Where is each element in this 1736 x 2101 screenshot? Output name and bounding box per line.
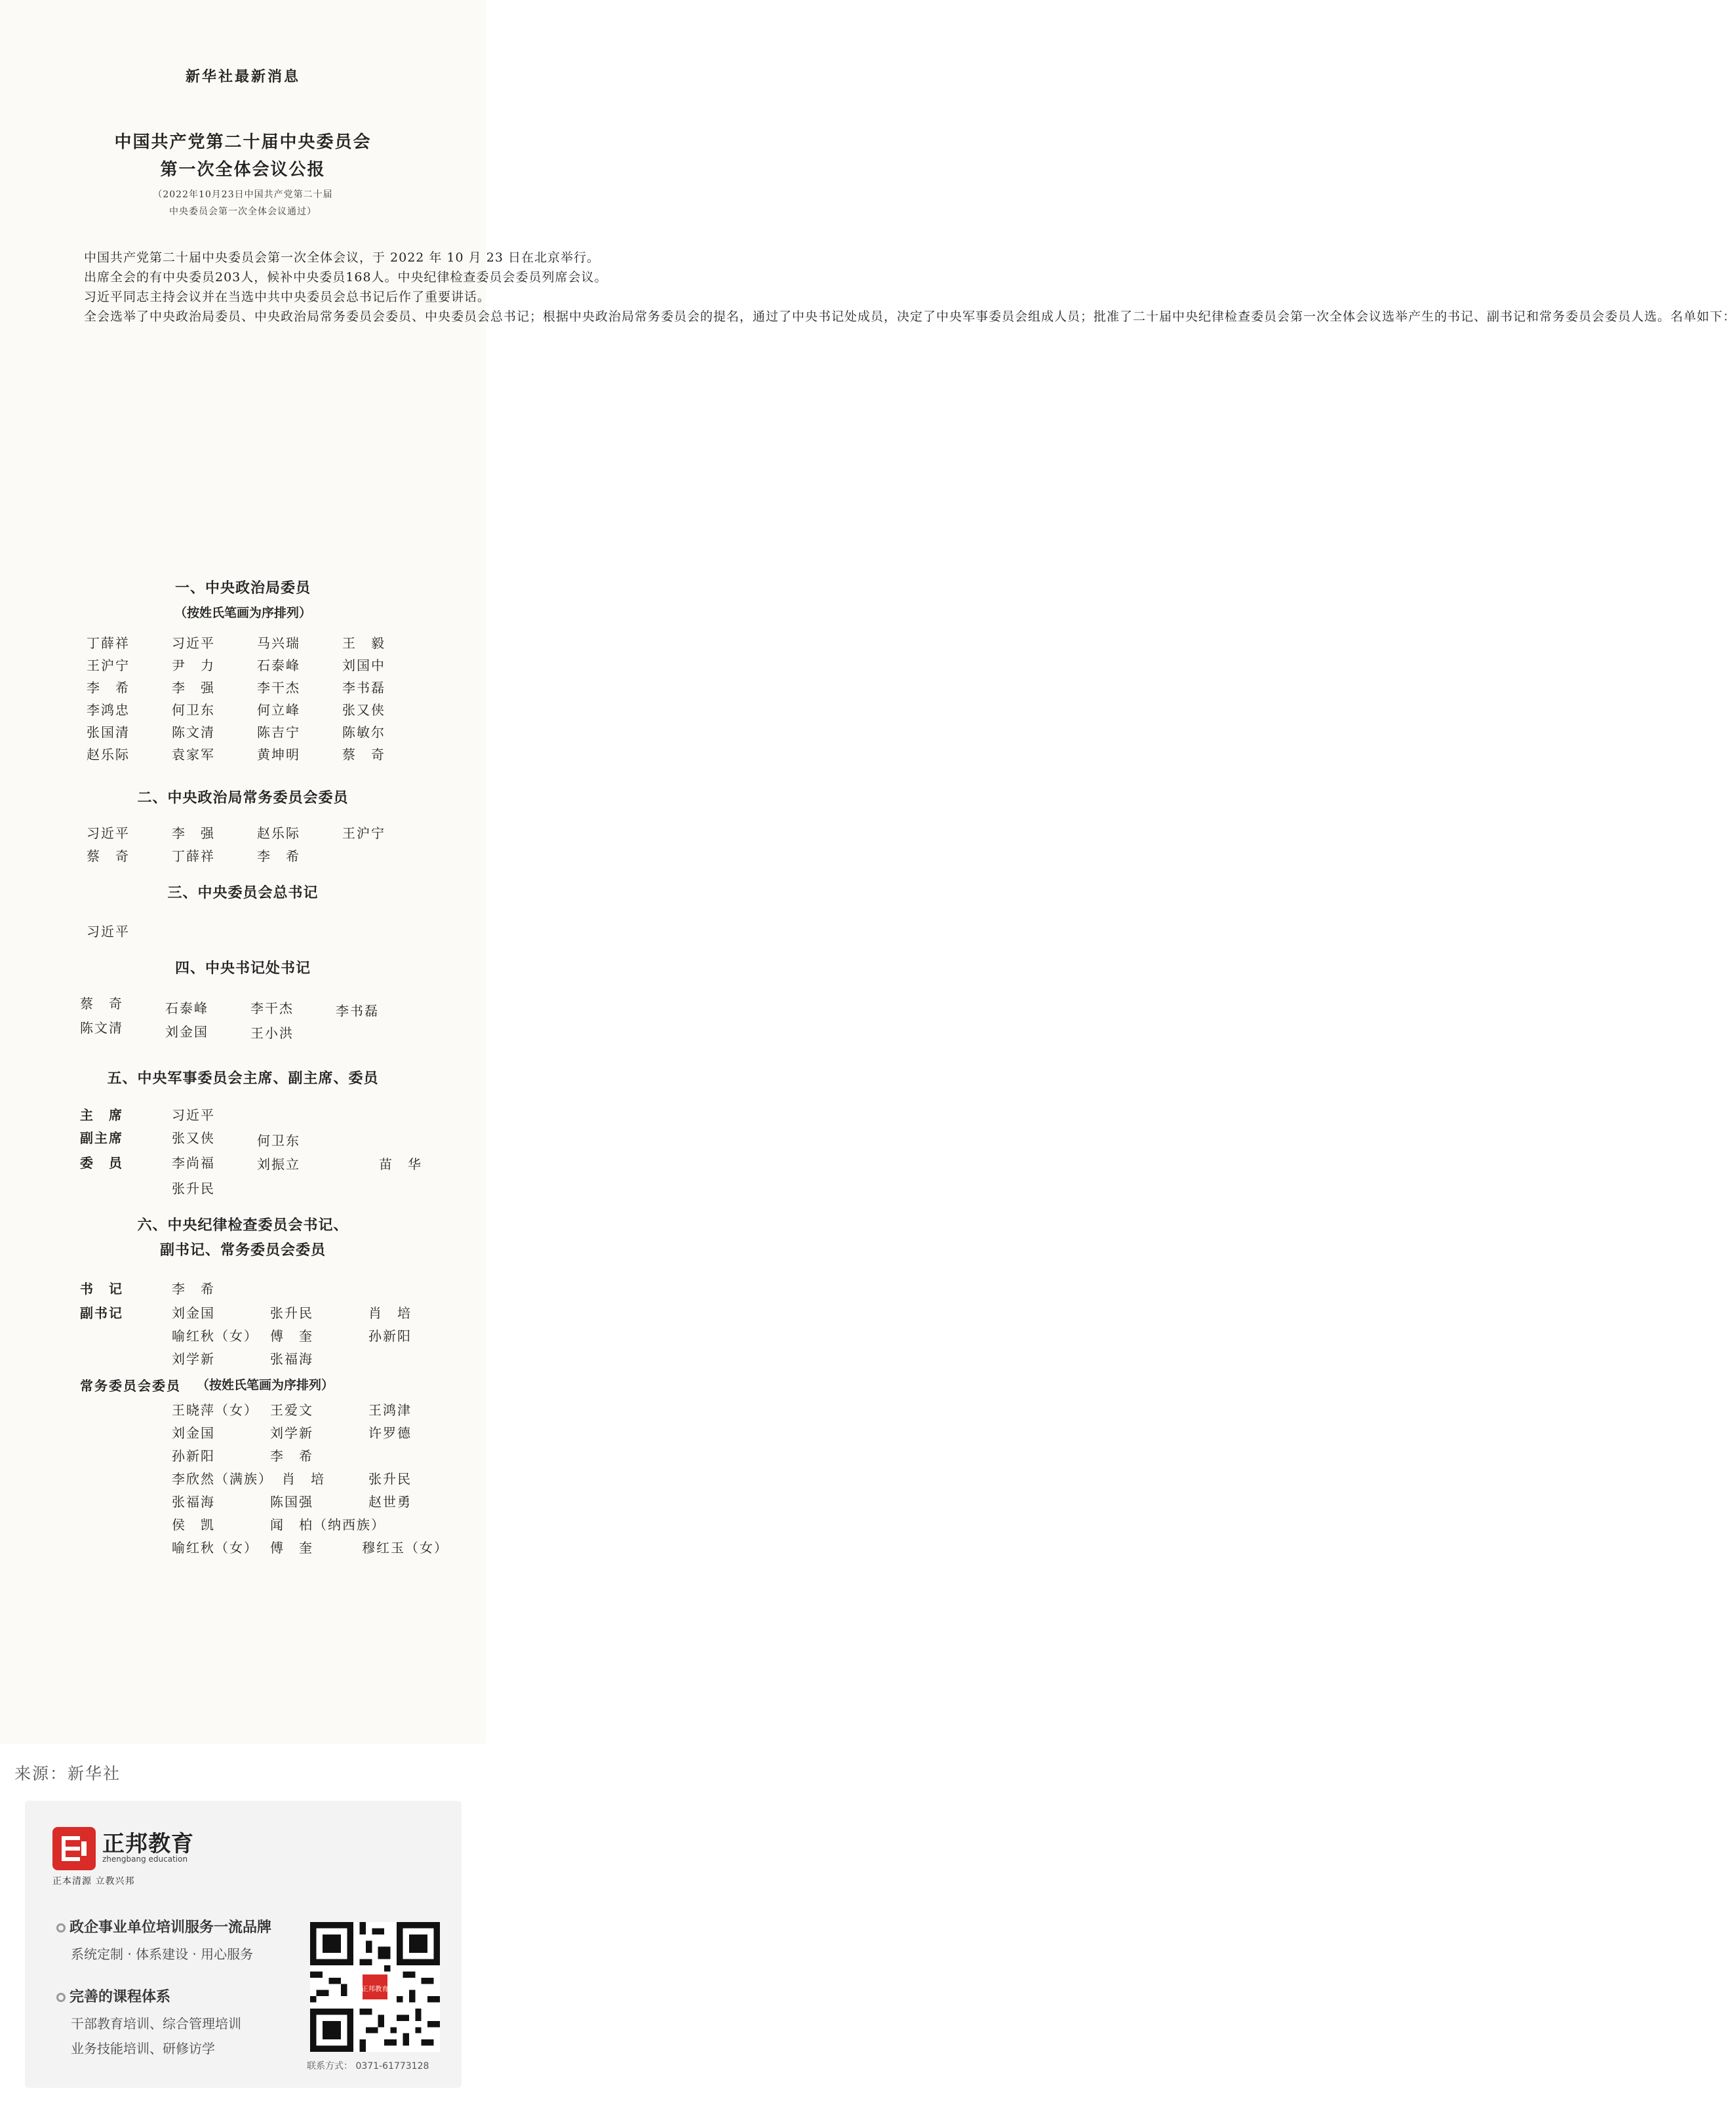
section-title-general-secretary: 三、中央委员会总书记 (167, 884, 319, 901)
member-name: 习近平 (87, 924, 130, 939)
member-name: 王爱文 (270, 1402, 313, 1418)
member-name: 张又侠 (342, 702, 385, 718)
section-title-secretariat: 四、中央书记处书记 (174, 960, 311, 977)
member-name: 李 希 (87, 680, 130, 696)
member-name: 李鸿忠 (87, 702, 130, 718)
ad-heading-1: 政企事业单位培训服务一流品牌 (56, 1916, 271, 1936)
contact-info: 联系方式： 0371-61773128 (307, 2061, 429, 2072)
ad-heading-2: 完善的课程体系 (56, 1986, 170, 2006)
member-name: 张升民 (368, 1471, 412, 1487)
member-name: 李欣然（满族） (172, 1471, 273, 1487)
member-name: 孙新阳 (172, 1448, 215, 1464)
member-name: 刘金国 (172, 1305, 215, 1321)
member-name: 陈文清 (172, 724, 215, 740)
source-credit: 来源：新华社 (14, 1764, 121, 1783)
member-name: 石泰峰 (165, 1000, 208, 1016)
member-name: 王沪宁 (342, 825, 385, 841)
bullet-circle-icon (56, 1923, 66, 1933)
member-name: 赵乐际 (257, 825, 300, 841)
member-name: 张福海 (270, 1351, 313, 1367)
member-name: 刘国中 (342, 658, 385, 673)
qr-code[interactable] (310, 1922, 440, 2052)
communique-title-line2: 第一次全体会议公报 (160, 160, 326, 180)
member-name: 蔡 奇 (87, 848, 130, 864)
role-label: 副主席 (80, 1130, 123, 1146)
member-name: 陈国强 (270, 1494, 313, 1510)
member-name: 张又侠 (172, 1130, 215, 1146)
brand-name-english: zhengbang education (102, 1855, 188, 1864)
member-name: 赵世勇 (368, 1494, 412, 1510)
member-name: 喻红秋（女） (172, 1328, 258, 1344)
news-kicker: 新华社最新消息 (185, 68, 300, 85)
member-name: 袁家军 (172, 747, 215, 762)
member-name: 张国清 (87, 724, 130, 740)
communique-title-line1: 中国共产党第二十届中央委员会 (114, 132, 372, 152)
paragraph: 习近平同志主持会议并在当选中共中央委员会总书记后作了重要讲话。 (84, 290, 491, 304)
role-label: 主 席 (80, 1107, 123, 1123)
brand-name: 正邦教育 (102, 1831, 194, 1857)
member-name: 李书磊 (342, 680, 385, 696)
adoption-note-line2: 中央委员会第一次全体会议通过） (169, 206, 317, 217)
member-name: 何卫东 (172, 702, 215, 718)
paragraph: 全会选举了中央政治局委员、中央政治局常务委员会委员、中央委员会总书记；根据中央政治局常务委员会的提名，通过了中央书记处成员，决定了中央军事委员会组成人员；批准了二十届中央纪律检查委员会第一次全体会议选举产生的书记、副书记和常务委员会委员人选。名单如下： (84, 309, 1736, 324)
member-name: 傅 奎 (270, 1328, 313, 1344)
member-name: 刘振立 (257, 1156, 300, 1172)
member-name: 王晓萍（女） (172, 1402, 258, 1418)
member-name: 王小洪 (250, 1025, 294, 1041)
bullet-circle-icon (56, 1993, 66, 2002)
role-label: 副书记 (80, 1305, 123, 1321)
member-name: 李 希 (172, 1281, 215, 1297)
section-title-politburo: 一、中央政治局委员 (174, 579, 311, 597)
role-label: 书 记 (80, 1281, 123, 1297)
role-label: 常务委员会委员 (80, 1378, 181, 1394)
member-name: 尹 力 (172, 658, 215, 673)
ad-text-1: 系统定制 · 体系建设 · 用心服务 (71, 1946, 254, 1962)
member-name: 喻红秋（女） (172, 1540, 258, 1556)
member-name: 蔡 奇 (80, 996, 123, 1011)
member-name: 李干杰 (250, 1000, 294, 1016)
member-name: 赵乐际 (87, 747, 130, 762)
member-name: 苗 华 (379, 1156, 422, 1172)
member-name: 傅 奎 (270, 1540, 313, 1556)
member-name: 李书磊 (336, 1003, 379, 1019)
member-name: 李 强 (172, 825, 215, 841)
section-title-military-commission: 五、中央军事委员会主席、副主席、委员 (107, 1070, 379, 1087)
brand-logo-icon (52, 1827, 96, 1870)
member-name: 丁薛祥 (87, 635, 130, 651)
member-name: 王鸿津 (368, 1402, 412, 1418)
member-name: 习近平 (87, 825, 130, 841)
member-name: 刘金国 (165, 1024, 208, 1040)
member-name: 闻 柏（纳西族） (270, 1517, 385, 1533)
member-name: 李 希 (270, 1448, 313, 1464)
member-name: 李 强 (172, 680, 215, 696)
body-text (59, 248, 1736, 326)
paragraph: 中国共产党第二十届中央委员会第一次全体会议，于 2022 年 10 月 23 日在北京举行。 (84, 250, 600, 265)
member-name: 许罗德 (368, 1425, 412, 1441)
member-name: 张福海 (172, 1494, 215, 1510)
member-name: 李 希 (257, 848, 300, 864)
member-name: 马兴瑞 (257, 635, 300, 651)
section-title-discipline-commission: 六、中央纪律检查委员会书记、 (137, 1217, 349, 1234)
ad-text-2a: 干部教育培训、综合管理培训 (71, 2016, 241, 2032)
member-name: 刘学新 (172, 1351, 215, 1367)
member-name: 陈吉宁 (257, 724, 300, 740)
member-name: 侯 凯 (172, 1517, 215, 1533)
member-name: 张升民 (172, 1181, 215, 1196)
section-title-standing-committee: 二、中央政治局常务委员会委员 (137, 789, 349, 806)
member-name: 石泰峰 (257, 658, 300, 673)
section-note: （按姓氏笔画为序排列） (174, 606, 311, 620)
member-name: 穆红玉（女） (362, 1540, 448, 1556)
role-label: 委 员 (80, 1155, 123, 1171)
member-name: 张升民 (270, 1305, 313, 1321)
member-name: 李尚福 (172, 1155, 215, 1171)
section-title-discipline-commission-line2: 副书记、常务委员会委员 (159, 1242, 326, 1259)
member-name: 王沪宁 (87, 658, 130, 673)
member-name: 蔡 奇 (342, 747, 385, 762)
adoption-note-line1: （2022年10月23日中国共产党第二十届 (153, 189, 333, 200)
member-name: 李干杰 (257, 680, 300, 696)
section-note: （按姓氏笔画为序排列） (197, 1378, 334, 1392)
member-name: 陈敏尔 (342, 724, 385, 740)
member-name: 丁薛祥 (172, 848, 215, 864)
member-name: 习近平 (172, 635, 215, 651)
member-name: 王 毅 (342, 635, 385, 651)
member-name: 陈文清 (80, 1020, 123, 1036)
member-name: 黄坤明 (257, 747, 300, 762)
member-name: 刘学新 (270, 1425, 313, 1441)
member-name: 刘金国 (172, 1425, 215, 1441)
ad-text-2b: 业务技能培训、研修访学 (71, 2041, 215, 2056)
member-name: 肖 培 (282, 1471, 325, 1487)
brand-slogan: 正本清源 立教兴邦 (52, 1876, 135, 1887)
paragraph: 出席全会的有中央委员203人，候补中央委员168人。中央纪律检查委员会委员列席会议。 (84, 270, 608, 285)
advertisement-banner[interactable] (25, 1801, 462, 2088)
qr-logo-text: 正邦教育 (361, 1985, 389, 1993)
member-name: 肖 培 (368, 1305, 412, 1321)
member-name: 何立峰 (257, 702, 300, 718)
member-name: 孙新阳 (368, 1328, 412, 1344)
member-name: 何卫东 (257, 1133, 300, 1149)
member-name: 习近平 (172, 1107, 215, 1123)
